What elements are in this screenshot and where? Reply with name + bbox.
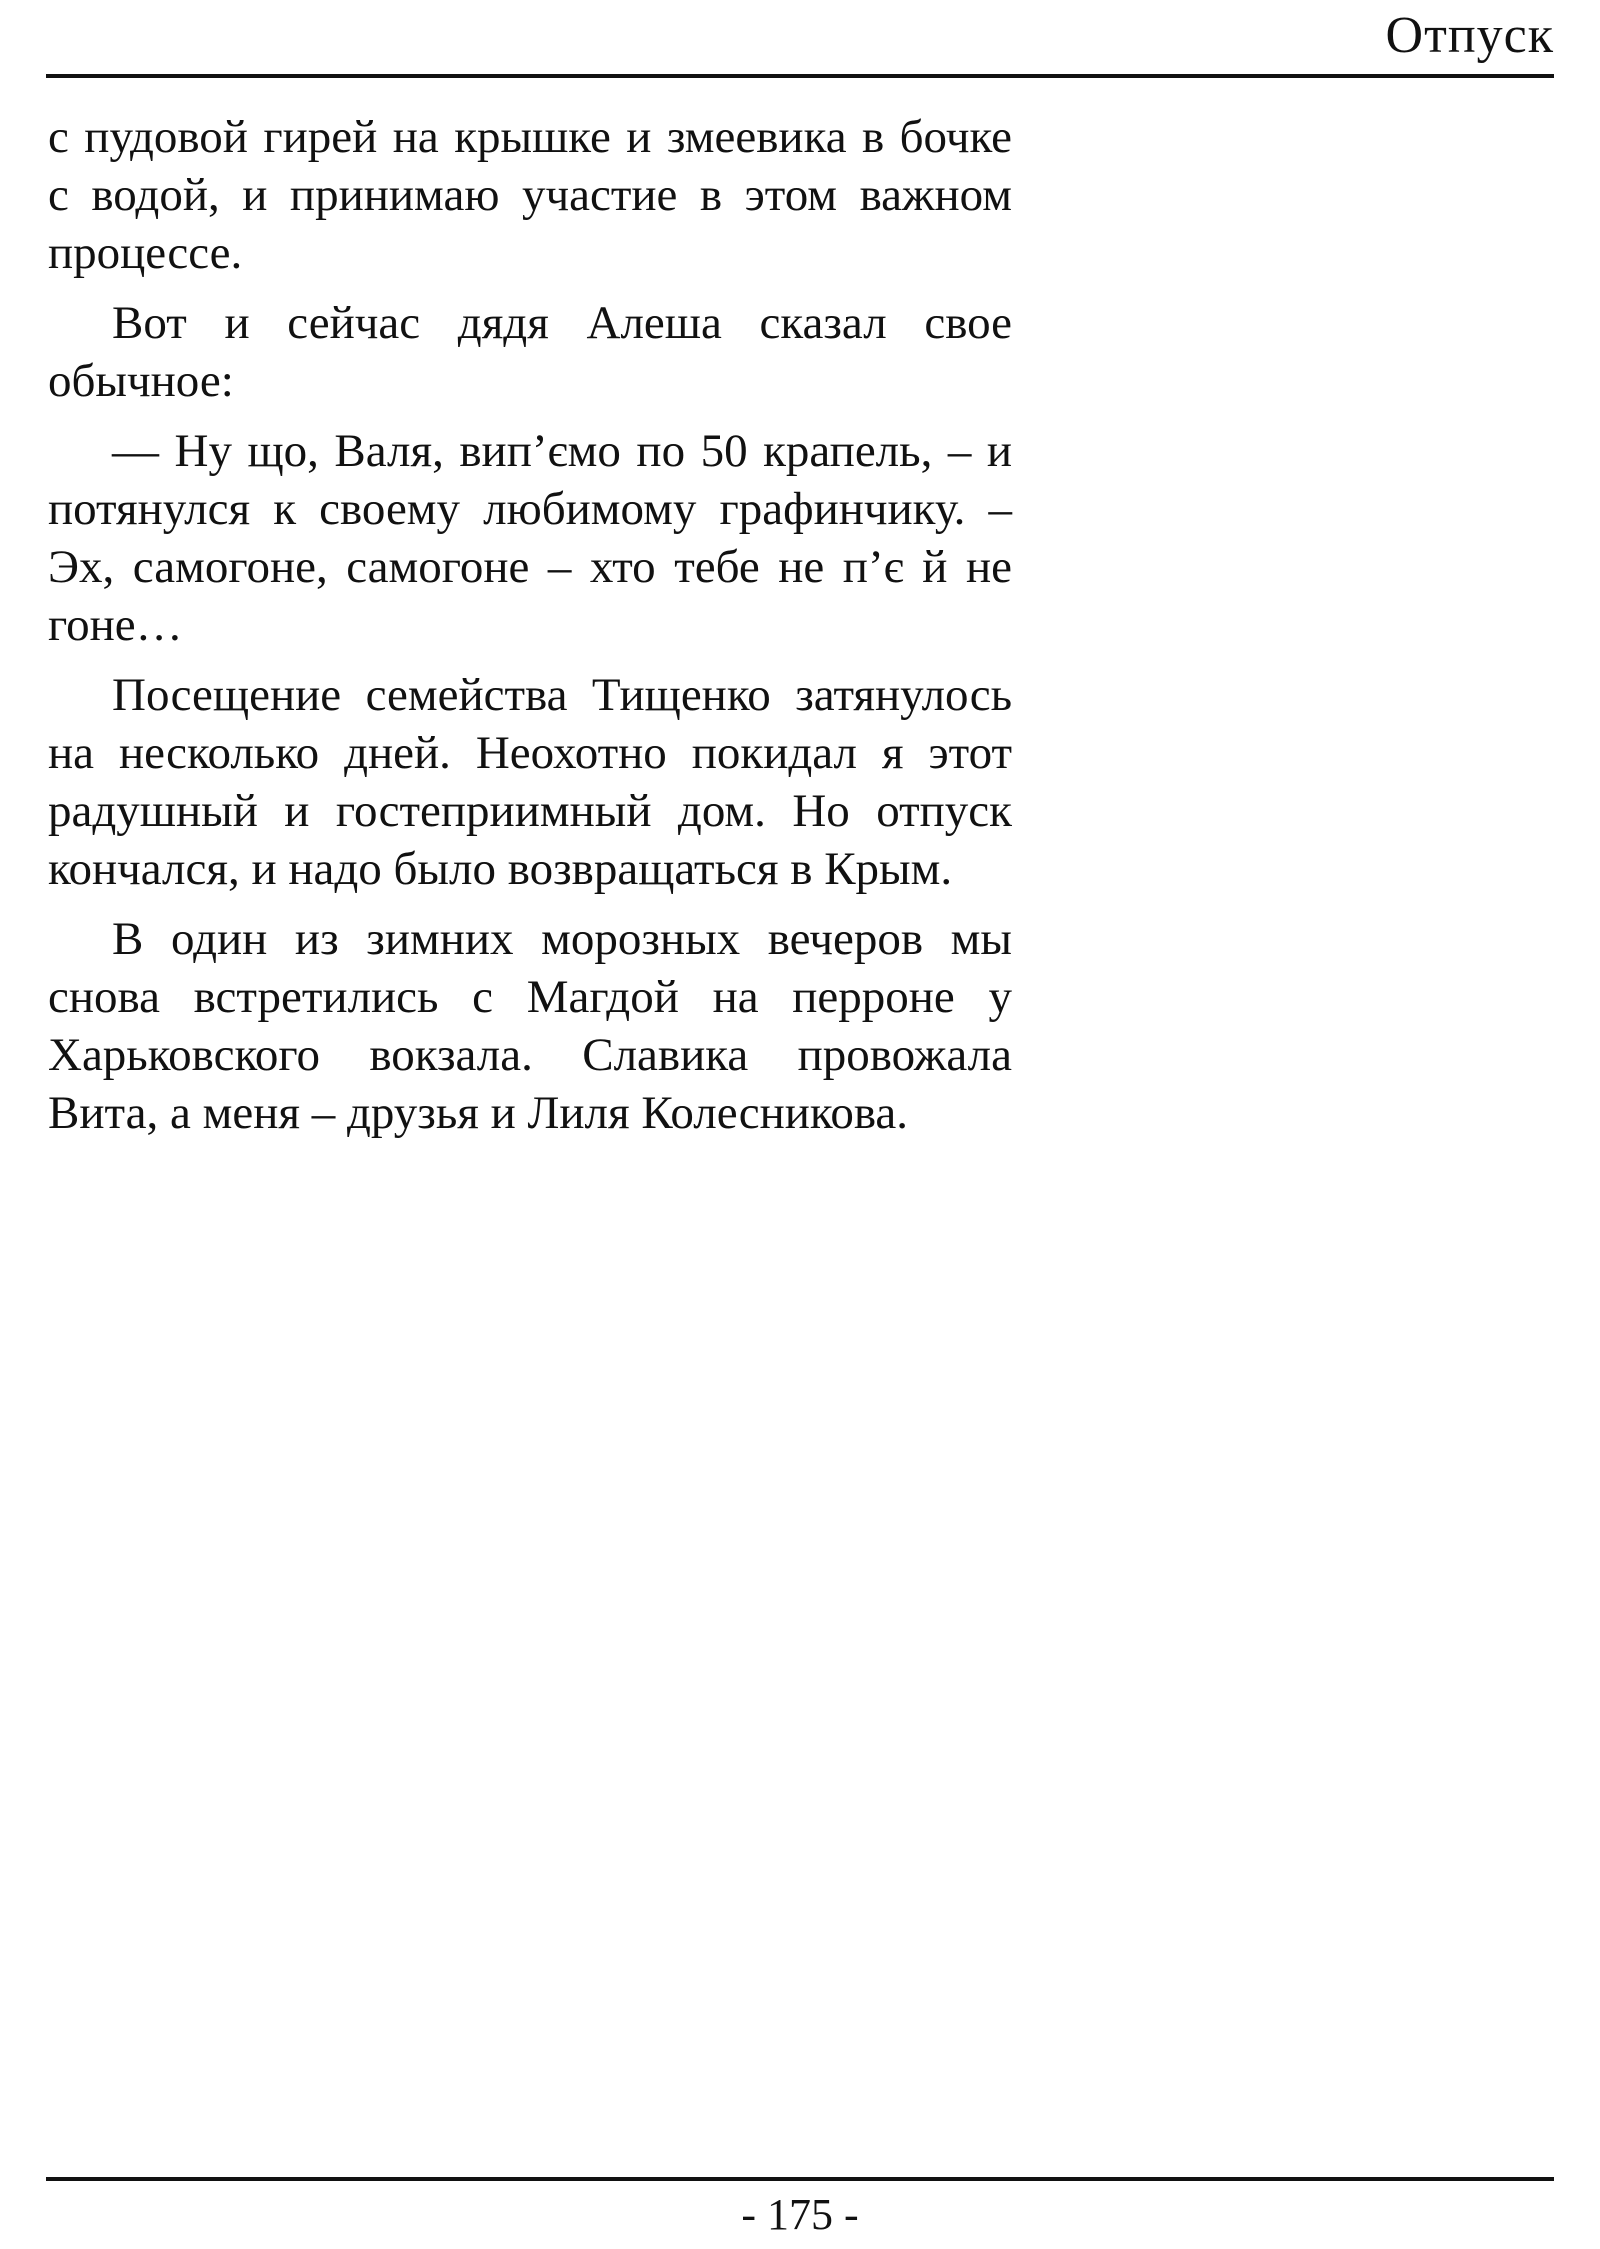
paragraph-continuation: с пудовой гирей на крышке и змеевика в бочке с водой, и принимаю участие в этом важном процессе.: [48, 111, 1012, 279]
paragraph: В один из зимних морозных вечеров мы снова встретились с Магдой на перроне у Харьковского вокзала. Славика провожала Вита, а меня – друзья и Лиля Колесникова.: [48, 913, 1012, 1139]
page-body: [48, 108, 1012, 1154]
paragraph: Вот и сейчас дядя Алеша сказал свое обычное:: [48, 297, 1012, 407]
header-rule: [46, 74, 1554, 78]
page-number: - 175 -: [741, 2190, 859, 2239]
paragraph-dialogue: — Ну що, Валя, вип’ємо по 50 крапель, – и потянулся к своему любимому графинчику. – Эх, самогоне, самогоне – хто тебе не п’є й не гоне…: [48, 425, 1012, 651]
footer-rule: [46, 2177, 1554, 2181]
paragraph: Посещение семейства Тищенко затянулось на несколько дней. Неохотно покидал я этот радушный и гостеприимный дом. Но отпуск кончался, и надо было возвращаться в Крым.: [48, 669, 1012, 895]
running-header: Отпуск: [1385, 7, 1554, 64]
